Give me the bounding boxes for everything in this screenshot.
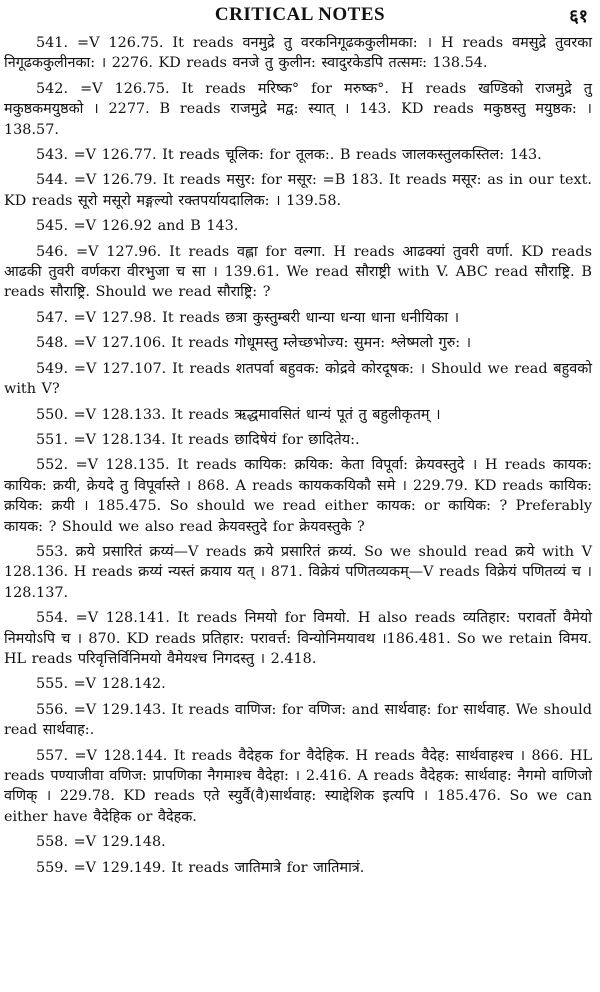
note-551 [4,430,592,450]
note-number: 551. [36,431,69,448]
page-number: ६१ [569,6,588,27]
note-number: 550. [36,406,69,423]
page-header [0,4,600,30]
note-541 [4,33,592,74]
note-546 [4,242,592,303]
note-text: =V 127.98. It reads छत्रा कुस्तुम्बरी धान्या धन्या धाना धनीयिका । [73,309,460,326]
note-550 [4,405,592,425]
note-number: 545. [36,218,69,235]
note-number: 553. [36,543,69,560]
note-544 [4,170,592,211]
note-text: क्रये प्रसारितं क्रय्यं—V reads क्रये प्रसारितं क्रय्यं. So we should read क्रये with V 128.136. H reads क्रय्यं न्यस्तं क्रयाय यत् । 871. विक्रेयं पणितव्यकम्—V reads विक्रेयं पणितव्यं च । 128.137. [4,543,592,601]
note-text: =V 128.142. [73,676,166,693]
note-548 [4,333,592,353]
note-number: 555. [36,676,69,693]
note-545 [4,216,592,236]
note-559 [4,858,592,878]
note-number: 558. [36,834,69,851]
note-text: =V 126.79. It reads मसुर: for मसूर: =B 183. It reads मसूर: as in our text. KD reads सूरो मसूरो मङ्गल्यो रक्तपर्यायदालिक: । 139.58. [4,172,592,209]
note-text: =V 126.92 and B 143. [73,218,239,235]
note-555 [4,674,592,694]
note-number: 552. [36,457,69,474]
note-text: =V 128.144. It reads वैदेहक for वैदेहिक. H reads वैदेह: सार्थवाहश्च । 866. HL reads पण्याजीवा वणिज: प्रापणिका नैगमाश्च वैदेहा: । 2.416. A reads वैदेहक: सार्थवाह: नैगमो वाणिजो वणिक् । 229.78. KD reads एते स्युर्वै(वै)सार्थवाह: स्याद्देशिक इत्यपि । 185.476. So we can either have वैदेहिक or वैदेहक. [4,747,592,825]
note-549 [4,359,592,400]
note-number: 556. [36,701,69,718]
note-number: 542. [36,80,69,97]
note-text: =V 128.133. It reads ऋद्धमावसितं धान्यं पूतं तु बहुलीकृतम् । [73,406,441,423]
note-text: =V 127.107. It reads शतपर्वा बहुवक: कोद्रवे कोरदूषक: । Should we read बहुवको with V? [4,360,592,398]
notes-body [4,33,592,883]
note-text: =V 127.96. It reads वह्ला for वल्गा. H reads आढक्यां तुवरी वर्णा. KD reads आढकी तुवरी वर्णकरा वीरभुजा च सा । 139.61. We read सौराष्ट्री with V. ABC read सौराष्ट्रि. B reads सौराष्ट्रि. Should we read सौराष्ट्रि: ? [4,243,592,301]
note-text: =V 126.77. It reads चूलिक: for तूलक:. B reads जालकस्तुलकस्तिल: 143. [73,147,542,164]
note-text: =V 129.143. It reads वाणिज: for वणिज: and सार्थवाह: for सार्थवाह. We should read सार्थवाह:. [4,701,592,739]
note-542 [4,79,592,140]
note-text: =V 128.135. It reads कायिक: क्रयिक: केता विपूर्वा: क्रेयवस्तुदे । H reads कायक: कायिक: क्रयी, क्रेयदे तु विपूर्वास्ते । 868. A reads कायककयिकौ समे । 229.79. KD reads कायिक: क्रयिक: क्रयी । 185.475. So should we read either कायक: or कायिक: ? Preferably कायक: ? Should we also read क्रेयवस्तुदे for क्रेयवस्तुके ? [4,457,592,535]
note-552 [4,455,592,537]
note-number: 543. [36,147,69,164]
note-text: =V 126.75. It reads वनमुद्रे तु वरकनिगूढककुलीमका: । H reads वमसुद्रे तुवरका निगूढककुलीनका: । 2276. KD reads वनजे तु कुलीन: स्वादुरकेडपि तत्समः: 138.54. [4,35,592,72]
note-text: =V 128.141. It reads निमयो for विमयो. H also reads व्यतिहार: परावर्तो वैमेयो निमयोऽपि च । 870. KD reads प्रतिहार: परावर्त्त: विन्योनिमयावथ ।186.481. So we retain विमय. HL reads परिवृत्तिर्विनिमयो वैमेयश्च निगदस्तु । 2.418. [4,610,592,667]
note-number: 548. [36,335,69,352]
note-number: 546. [36,243,69,260]
note-text: =V 126.75. It reads मरिष्क° for मरुष्क°. H reads खण्डिको राजमुद्रे तु मकुष्ठकमयुष्ठको । 2277. B reads राजमुद्रे मद्व: स्यात् । 143. KD reads मकुष्ठस्तु मयुष्ठक: । 138.57. [4,80,592,138]
running-title: CRITICAL NOTES [214,4,386,25]
note-text: =V 127.106. It reads गोधूमस्तु म्लेच्छभोज्य: सुमन: श्लेष्मलो गुरु: । [73,335,472,352]
note-543 [4,145,592,165]
note-text: =V 128.134. It reads छादिषेयं for छादितेय:. [73,431,360,448]
note-557 [4,746,592,828]
note-number: 559. [36,859,69,876]
note-553 [4,542,592,603]
note-number: 557. [36,747,69,764]
note-number: 554. [36,610,69,627]
note-text: =V 129.149. It reads जातिमात्रे for जातिमात्रं. [73,859,365,876]
note-547 [4,308,592,328]
note-text: =V 129.148. [73,834,166,851]
note-554 [4,608,592,669]
note-number: 549. [36,360,69,377]
note-number: 541. [36,35,69,51]
note-558 [4,832,592,852]
note-number: 547. [36,309,69,326]
note-556 [4,700,592,741]
note-number: 544. [36,172,69,189]
